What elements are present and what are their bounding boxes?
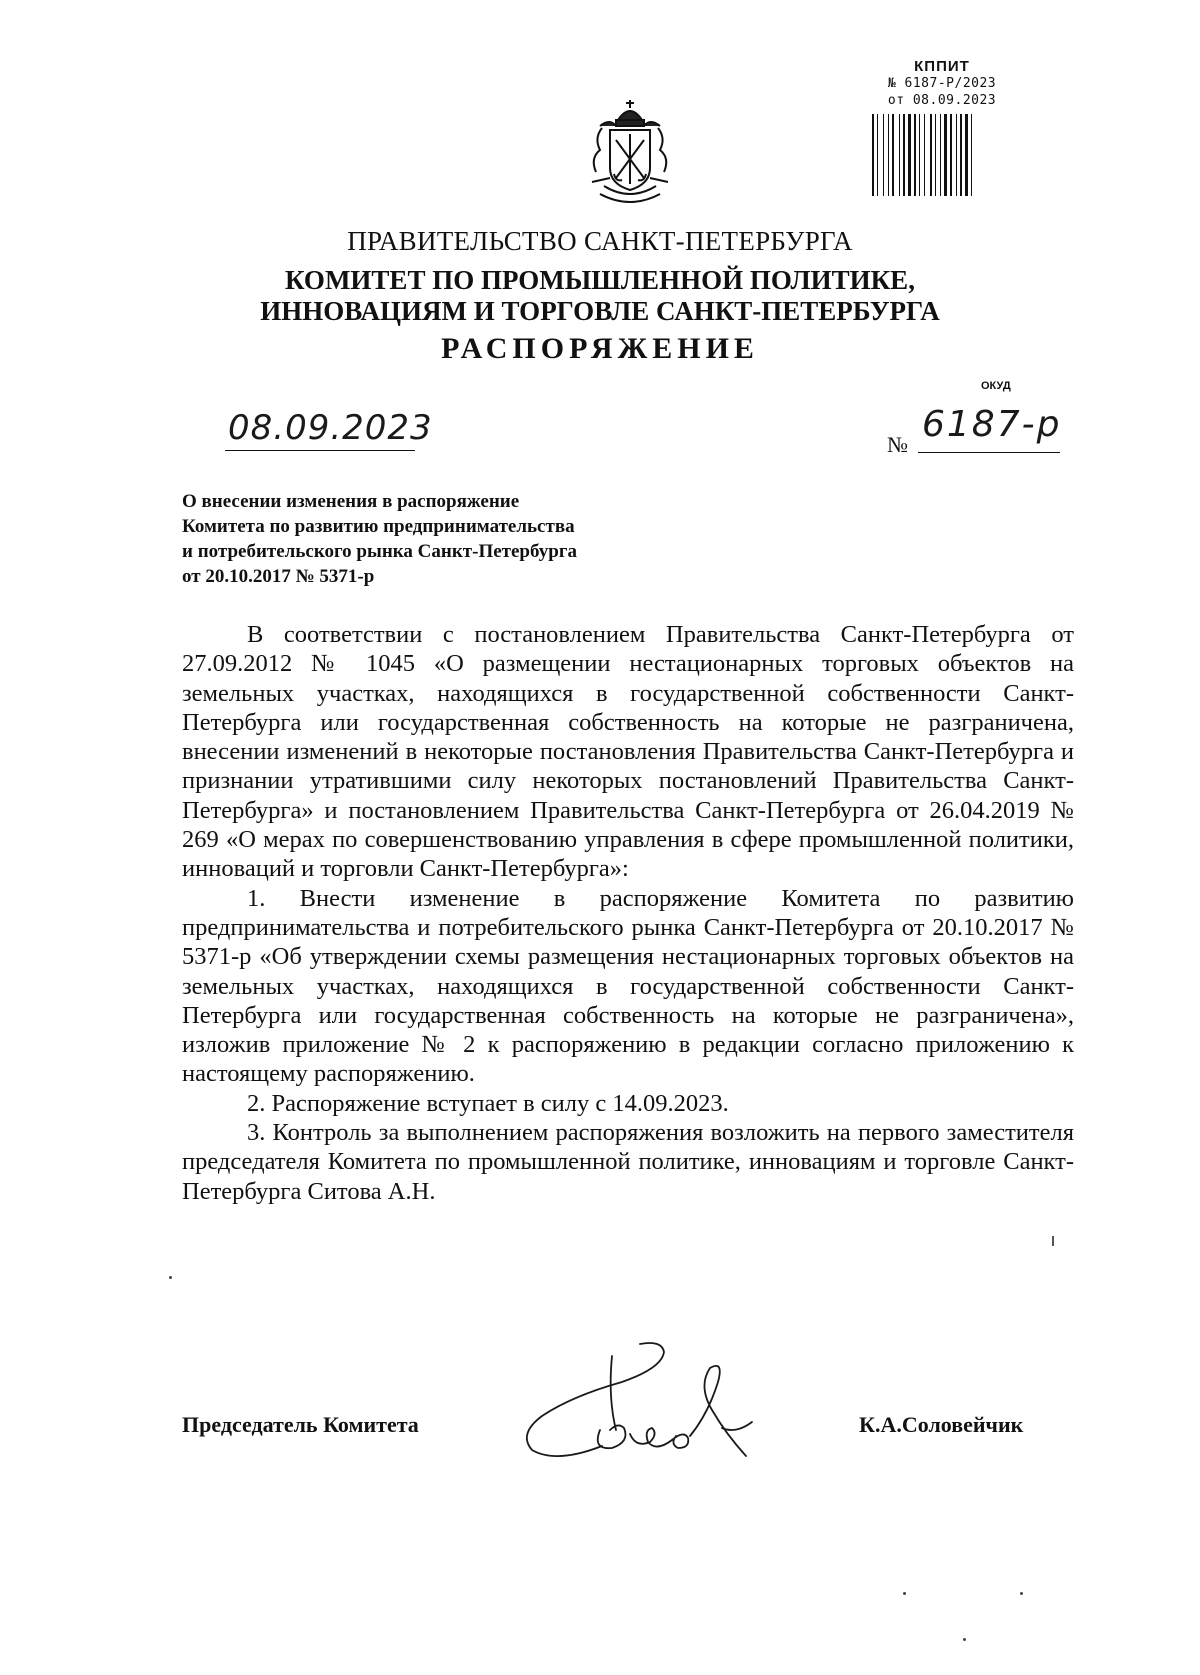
barcode-bar [930,114,932,196]
signatory-name: К.А.Соловейчик [859,1412,1024,1437]
committee-heading-line2: ИННОВАЦИЯМ И ТОРГОВЛЕ САНКТ-ПЕТЕРБУРГА [260,296,940,326]
scan-speck [1052,1236,1054,1246]
barcode-bar [944,114,947,196]
barcode-bar [883,114,884,196]
barcode-bar [903,114,905,196]
subject-line: О внесении изменения в распоряжение [182,491,520,512]
handwritten-date: 08.09.2023 [228,408,433,448]
handwritten-signature [512,1338,782,1468]
barcode-bar [877,114,878,196]
barcode-bar [971,114,972,196]
stamp-number: № 6187-Р/2023 [887,76,997,91]
item-1-paragraph: 1. Внести изменение в распоряжение Комитета по развитию предпринимательства и потребительского рынка Санкт-Петербурга от 20.10.2017 № 5371-р «Об утверждении схемы размещения нестационарных торговых объектов на земельных участках, находящихся в государственной собственности Санкт-Петербурга или государственная собственность на которые не разграничена», изложив приложение № 2 к распоряжению в редакции согласно приложению к настоящему распоряжению. [182,884,1074,1088]
scan-speck [169,1276,172,1279]
subject-line: и потребительского рынка Санкт-Петербурга [182,541,577,562]
item-3-paragraph: 3. Контроль за выполнением распоряжения возложить на первого заместителя председателя Комитета по промышленной политике, инновациям и торговле Санкт-Петербурга Ситова А.Н. [182,1119,1074,1205]
barcode-bar [899,114,900,196]
number-underline [918,452,1060,453]
subject-line: от 20.10.2017 № 5371-р [182,566,375,587]
stamp-date: от 08.09.2023 [887,93,997,108]
barcode-bar [965,114,968,196]
coat-of-arms-emblem [580,98,680,210]
okud-label: ОКУД [981,380,1011,392]
barcode-bar [908,114,911,196]
barcode-bar [960,114,962,196]
government-heading: ПРАВИТЕЛЬСТВО САНКТ-ПЕТЕРБУРГА [347,226,853,256]
barcode-bar [888,114,889,196]
registration-stamp [872,58,1012,109]
item-2-paragraph: 2. Распоряжение вступает в силу с 14.09.2023. [247,1089,729,1117]
barcode-bar [914,114,916,196]
scan-speck [963,1638,966,1641]
scan-speck [903,1592,906,1595]
preamble-paragraph: В соответствии с постановлением Правительства Санкт-Петербурга от 27.09.2012 № 1045 «О размещении нестационарных торговых объектов на земельных участках, находящихся в государственной собственности Санкт-Петербурга или государственная собственность на которые не разграничена, внесении изменений в некоторые постановления Правительства Санкт-Петербурга и признании утратившими силу некоторых постановлений Правительства Санкт-Петербурга» и постановлением Правительства Санкт-Петербурга от 26.04.2019 № 269 «О мерах по совершенствованию управления в сфере промышленной политики, инноваций и торговли Санкт-Петербурга»: [182,621,1074,883]
document-type-title: РАСПОРЯЖЕНИЕ [441,332,759,365]
scan-speck [1020,1592,1023,1595]
barcode-bar [872,114,874,196]
subject-line: Комитета по развитию предпринимательства [182,516,575,537]
document-subject [182,489,702,589]
barcode-bar [924,114,925,196]
number-sign: № [887,432,908,457]
barcode [872,114,1012,196]
barcode-bar [919,114,920,196]
signatory-position: Председатель Комитета [182,1412,419,1437]
barcode-bar [950,114,952,196]
committee-heading-line1: КОМИТЕТ ПО ПРОМЫШЛЕННОЙ ПОЛИТИКЕ, [285,265,915,295]
date-underline [225,450,415,451]
barcode-bar [935,114,936,196]
handwritten-number: 6187-р [922,404,1062,445]
document-body [182,620,1074,1206]
barcode-bar [940,114,941,196]
stamp-org: КППИТ [914,58,970,75]
barcode-bar [956,114,957,196]
barcode-bar [892,114,894,196]
